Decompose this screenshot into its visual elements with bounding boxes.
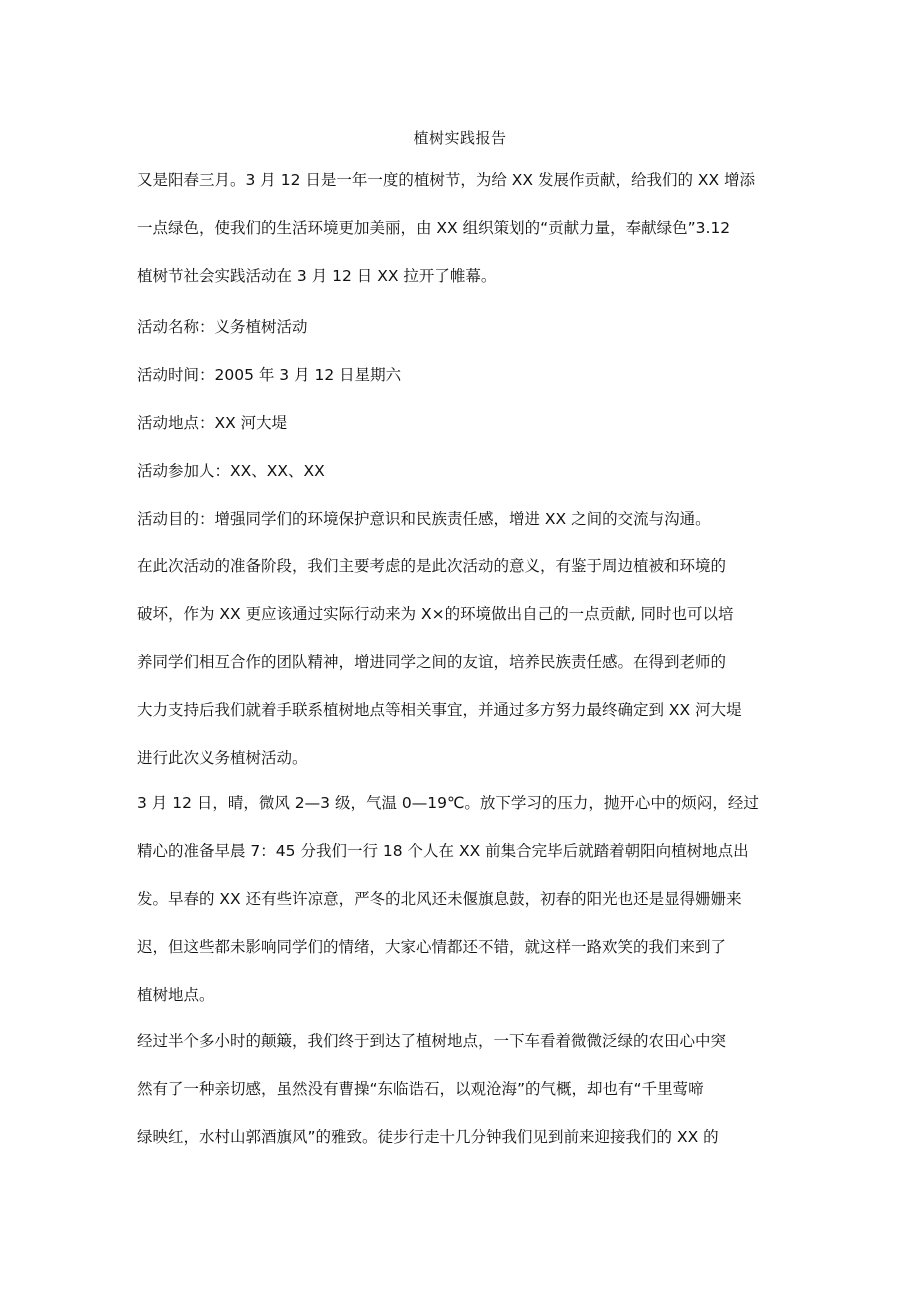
paragraph-line: 经过半个多小时的颠簸，我们终于到达了植树地点，一下车看着微微泛绿的农田心中突: [137, 1032, 727, 1050]
activity-time: [137, 351, 797, 399]
document-title: 植树实践报告: [413, 129, 507, 147]
activity-participants-text: 活动参加人：XX、XX、XX: [137, 462, 325, 480]
activity-time-text: 活动时间：2005 年 3 月 12 日星期六: [137, 366, 402, 384]
activity-place-text: 活动地点：XX 河大堤: [137, 414, 288, 432]
paragraph-line: 然有了一种亲切感，虽然没有曹操“东临诰石，以观沧海”的气概，却也有“千里莺啼: [137, 1080, 704, 1098]
paragraph-line: 植树地点。: [137, 986, 215, 1004]
activity-purpose-text: 活动目的：增强同学们的环境保护意识和民族责任感，增进 XX 之间的交流与沟通。: [137, 510, 711, 528]
activity-name: [137, 303, 797, 351]
activity-participants: [137, 447, 797, 495]
paragraph-line: 3 月 12 日，晴，微风 2—3 级，气温 0—19℃。放下学习的压力，抛开心中的烦闷，经过: [137, 794, 759, 812]
preparation-paragraph: [137, 542, 797, 782]
activity-place: [137, 399, 797, 447]
paragraph-line: 精心的准备早晨 7：45 分我们一行 18 个人在 XX 前集合完毕后就踏着朝阳向植树地点出: [137, 842, 749, 860]
activity-name-text: 活动名称：义务植树活动: [137, 318, 308, 336]
paragraph-line: 又是阳春三月。3 月 12 日是一年一度的植树节，为给 XX 发展作贡献，给我们的 XX 增添: [137, 171, 756, 189]
paragraph-line: 破坏，作为 XX 更应该通过实际行动来为 X×的环境做出自己的一点贡献, 同时也可以培: [137, 605, 734, 623]
paragraph-line: 进行此次义务植树活动。: [137, 749, 308, 767]
intro-paragraph: [137, 156, 797, 300]
paragraph-line: 发。早春的 XX 还有些许凉意，严冬的北风还未偃旗息鼓，初春的阳光也还是显得姗姗来: [137, 890, 742, 908]
paragraph-line: 植树节社会实践活动在 3 月 12 日 XX 拉开了帷幕。: [137, 267, 497, 285]
arrival-paragraph: [137, 1017, 797, 1161]
paragraph-line: 在此次活动的准备阶段，我们主要考虑的是此次活动的意义，有鉴于周边植被和环境的: [137, 557, 727, 575]
day-paragraph: [137, 779, 797, 1019]
paragraph-line: 养同学们相互合作的团队精神，增进同学之间的友谊，培养民族责任感。在得到老师的: [137, 653, 727, 671]
paragraph-line: 大力支持后我们就着手联系植树地点等相关事宜，并通过多方努力最终确定到 XX 河大堤: [137, 701, 742, 719]
paragraph-line: 一点绿色，使我们的生活环境更加美丽，由 XX 组织策划的“贡献力量，奉献绿色”3.12: [137, 219, 731, 237]
paragraph-line: 绿映红，水村山郭酒旗风”的雅致。徒步行走十几分钟我们见到前来迎接我们的 XX 的: [137, 1128, 719, 1146]
paragraph-line: 迟，但这些都未影响同学们的情绪，大家心情都还不错，就这样一路欢笑的我们来到了: [137, 938, 727, 956]
activity-purpose: [137, 495, 797, 543]
